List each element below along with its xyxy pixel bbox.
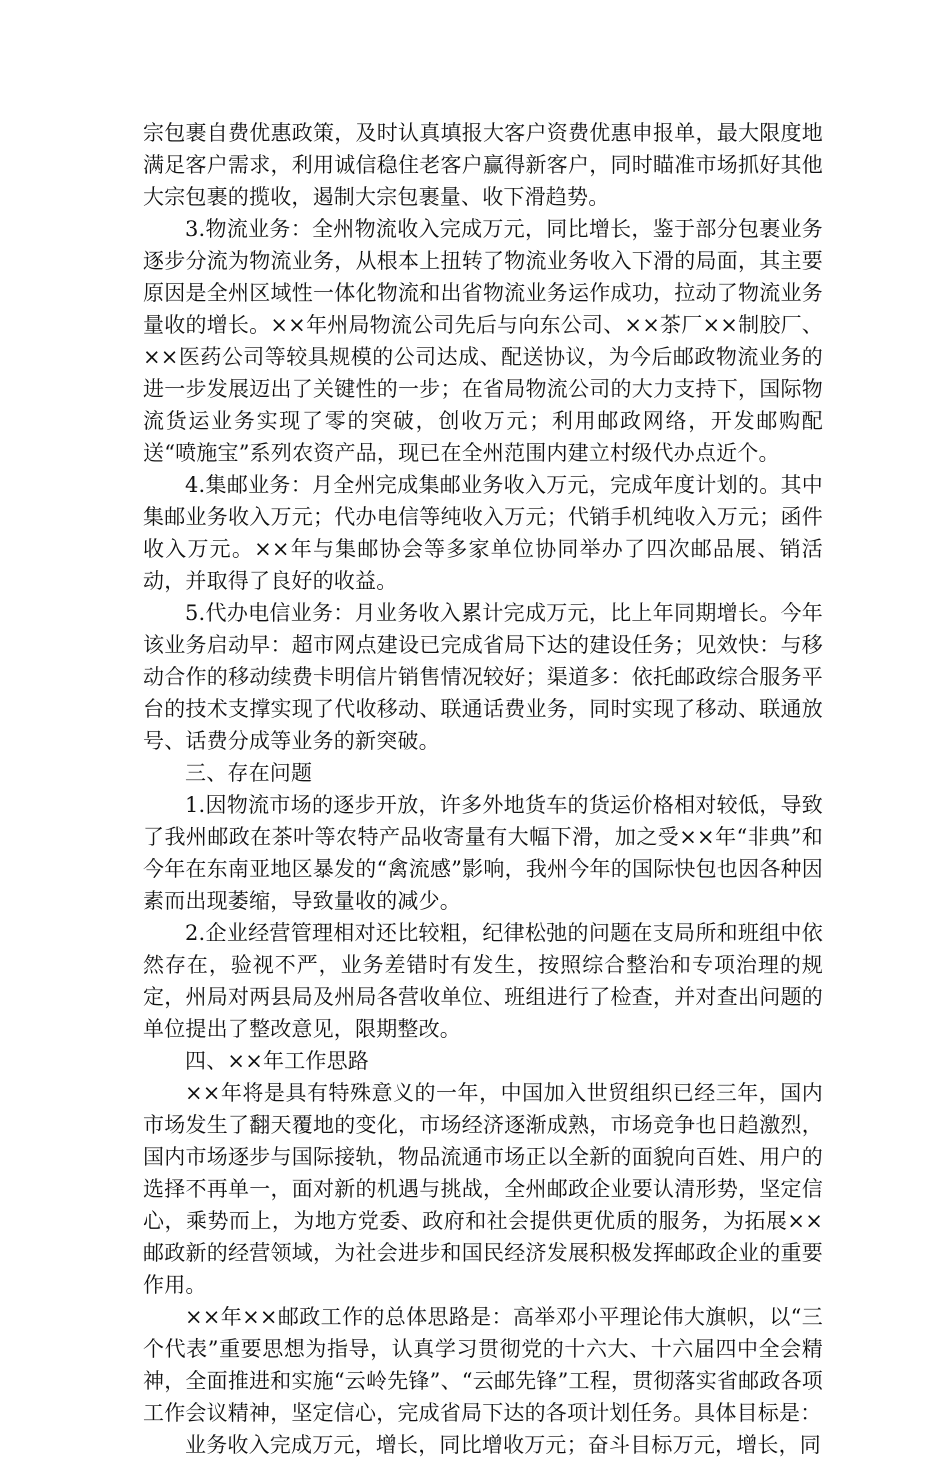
paragraph-logistics: 3.物流业务：全州物流收入完成万元，同比增长，鉴于部分包裹业务逐步分流为物流业务，从根本上扭转了物流业务收入下滑的局面，其主要原因是全州区域性一体化物流和出省物流业务运作成功，拉动了物流业务量收的增长。××年州局物流公司先后与向东公司、××茶厂××制胶厂、××医药公司等较具规模的公司达成、配送协议，为今后邮政物流业务的进一步发展迈出了关键性的一步；在省局物流公司的大力支持下，国际物流货运业务实现了零的突破，创收万元；利用邮政网络，开发邮购配送“喷施宝”系列农资产品，现已在全州范围内建立村级代办点近个。 (143, 217, 823, 465)
paragraph-outlook: ××年将是具有特殊意义的一年，中国加入世贸组织已经三年，国内市场发生了翻天覆地的变化，市场经济逐渐成熟，市场竞争也日趋激烈，国内市场逐步与国际接轨，物品流通市场正以全新的面貌向百姓、用户的选择不再单一，面对新的机遇与挑战，全州邮政企业要认清形势，坚定信心，乘势而上，为地方党委、政府和社会提供更优质的服务，为拓展××邮政新的经营领域，为社会进步和国民经济发展积极发挥邮政企业的重要作用。 (143, 1081, 823, 1297)
paragraph-telecom-agency: 5.代办电信业务：月业务收入累计完成万元，比上年同期增长。今年该业务启动早：超市网点建设已完成省局下达的建设任务；见效快：与移动合作的移动续费卡明信片销售情况较好；渠道多：依托邮政综合服务平台的技术支撑实现了代收移动、联通话费业务，同时实现了移动、联通放号、话费分成等业务的新突破。 (143, 601, 823, 753)
paragraph-problem-1: 1.因物流市场的逐步开放，许多外地货车的货运价格相对较低，导致了我州邮政在茶叶等农特产品收寄量有大幅下滑，加之受××年“非典”和今年在东南亚地区暴发的“禽流感”影响，我州今年的国际快包也因各种因素而出现萎缩，导致量收的减少。 (143, 793, 823, 913)
paragraph-continuation: 宗包裹自费优惠政策，及时认真填报大客户资费优惠申报单，最大限度地满足客户需求，利用诚信稳住老客户赢得新客户，同时瞄准市场抓好其他大宗包裹的揽收，遏制大宗包裹量、收下滑趋势。 (143, 121, 823, 209)
paragraph-overall-approach: ××年××邮政工作的总体思路是：高举邓小平理论伟大旗帜，以“三个代表”重要思想为指导，认真学习贯彻党的十六大、十六届四中全会精神，全面推进和实施“云岭先锋”、“云邮先锋”工程，贯彻落实省邮政各项工作会议精神，坚定信心，完成省局下达的各项计划任务。具体目标是： (143, 1305, 823, 1425)
document-body (143, 117, 823, 1461)
section-heading-work-plan: 四、××年工作思路 (185, 1049, 369, 1073)
paragraph-philately: 4.集邮业务：月全州完成集邮业务收入万元，完成年度计划的。其中集邮业务收入万元；代办电信等纯收入万元；代销手机纯收入万元；函件收入万元。××年与集邮协会等多家单位协同举办了四次邮品展、销活动，并取得了良好的收益。 (143, 473, 823, 593)
paragraph-problem-2: 2.企业经营管理相对还比较粗，纪律松弛的问题在支局所和班组中依然存在，验视不严，业务差错时有发生，按照综合整治和专项治理的规定，州局对两县局及州局各营收单位、班组进行了检查，并对查出问题的单位提出了整改意见，限期整改。 (143, 921, 823, 1041)
paragraph-targets: 业务收入完成万元，增长，同比增收万元；奋斗目标万元，增长，同 (185, 1433, 821, 1457)
section-heading-problems: 三、存在问题 (185, 761, 313, 785)
